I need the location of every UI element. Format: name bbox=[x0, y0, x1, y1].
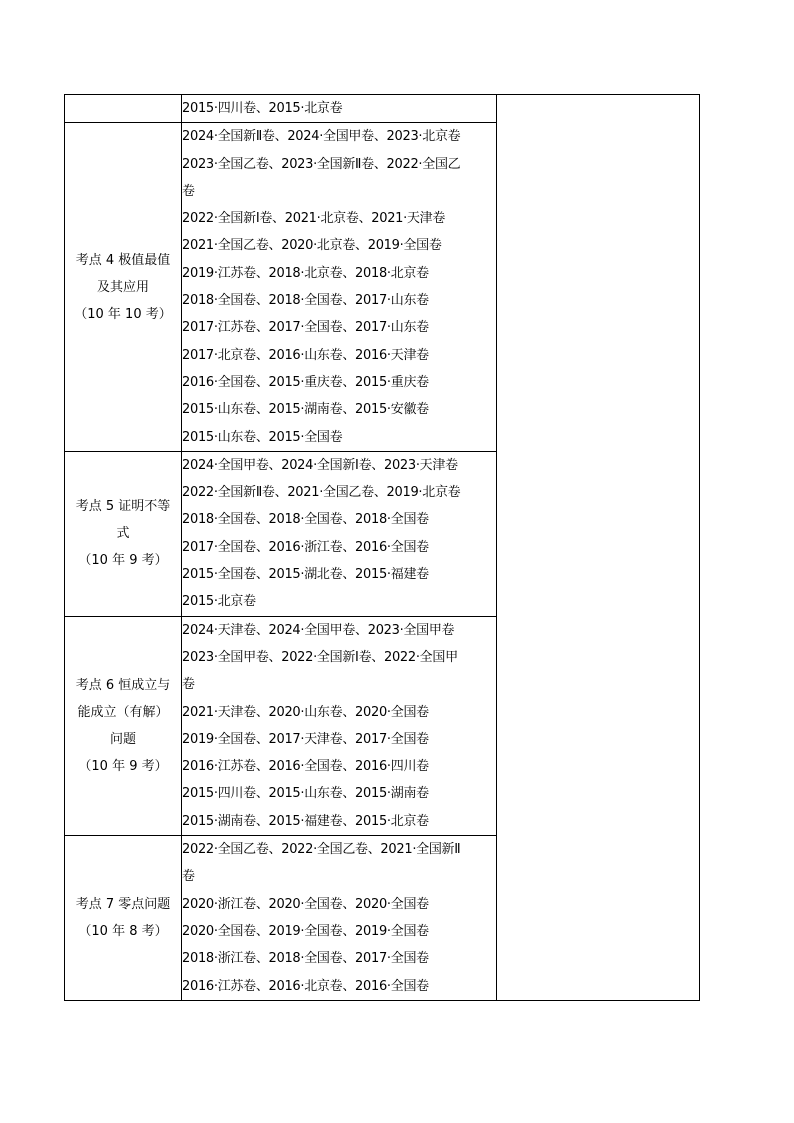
topic-cell bbox=[65, 616, 182, 835]
exam-paper-line: 2018·全国卷、2018·全国卷、2017·山东卷 bbox=[182, 293, 429, 309]
exam-paper-line: 2016·江苏卷、2016·北京卷、2016·全国卷 bbox=[182, 978, 429, 994]
exam-paper-line: 2015·北京卷 bbox=[182, 594, 256, 610]
topic-line: 考点 5 证明不等 bbox=[75, 499, 171, 515]
exam-paper-line: 2022·全国乙卷、2022·全国乙卷、2021·全国新Ⅱ bbox=[182, 842, 461, 858]
exam-paper-line: 2015·山东卷、2015·全国卷 bbox=[182, 429, 343, 445]
exam-paper-line: 2022·全国新Ⅱ卷、2021·全国乙卷、2019·北京卷 bbox=[182, 485, 461, 501]
exam-paper-line: 2022·全国新Ⅰ卷、2021·北京卷、2021·天津卷 bbox=[182, 211, 446, 227]
exam-topic-table bbox=[64, 94, 700, 1001]
exam-paper-line: 2017·江苏卷、2017·全国卷、2017·山东卷 bbox=[182, 320, 429, 336]
exam-papers-cell bbox=[182, 451, 497, 616]
exam-paper-line: 2018·浙江卷、2018·全国卷、2017·全国卷 bbox=[182, 951, 429, 967]
exam-paper-line: 2015·湖南卷、2015·福建卷、2015·北京卷 bbox=[182, 813, 429, 829]
exam-papers-cell bbox=[182, 616, 497, 835]
exam-paper-line: 2021·全国乙卷、2020·北京卷、2019·全国卷 bbox=[182, 238, 442, 254]
exam-paper-line: 卷 bbox=[182, 183, 195, 199]
exam-paper-line: 2015·全国卷、2015·湖北卷、2015·福建卷 bbox=[182, 567, 429, 583]
exam-paper-line: 2023·全国甲卷、2022·全国新Ⅰ卷、2022·全国甲 bbox=[182, 649, 458, 665]
table-body bbox=[65, 95, 700, 1001]
exam-paper-line: 2021·天津卷、2020·山东卷、2020·全国卷 bbox=[182, 704, 429, 720]
exam-paper-line: 2015·山东卷、2015·湖南卷、2015·安徽卷 bbox=[182, 402, 429, 418]
topic-line: 式 bbox=[116, 526, 130, 542]
topic-line: 考点 7 零点问题 bbox=[75, 896, 171, 912]
exam-paper-line: 2024·天津卷、2024·全国甲卷、2023·全国甲卷 bbox=[182, 622, 455, 638]
exam-paper-line: 2020·全国卷、2019·全国卷、2019·全国卷 bbox=[182, 923, 429, 939]
notes-cell bbox=[497, 95, 700, 1001]
topic-cell bbox=[65, 95, 182, 123]
topic-line: （10 年 9 考） bbox=[78, 553, 168, 569]
topic-line: 问题 bbox=[109, 731, 136, 747]
topic-line: 及其应用 bbox=[96, 279, 149, 295]
exam-papers-cell bbox=[182, 836, 497, 1001]
exam-paper-line: 2020·浙江卷、2020·全国卷、2020·全国卷 bbox=[182, 896, 429, 912]
exam-paper-line: 2023·全国乙卷、2023·全国新Ⅱ卷、2022·全国乙 bbox=[182, 156, 461, 172]
exam-papers-cell bbox=[182, 123, 497, 452]
topic-cell bbox=[65, 451, 182, 616]
topic-line: 能成立（有解） bbox=[77, 704, 169, 720]
topic-line: 考点 6 恒成立与 bbox=[75, 677, 171, 693]
topic-line: （10 年 10 考） bbox=[74, 306, 172, 322]
exam-papers-cell bbox=[182, 95, 497, 123]
topic-line: （10 年 8 考） bbox=[78, 923, 168, 939]
exam-paper-line: 2019·全国卷、2017·天津卷、2017·全国卷 bbox=[182, 731, 429, 747]
exam-paper-line: 卷 bbox=[182, 869, 195, 885]
exam-paper-line: 2019·江苏卷、2018·北京卷、2018·北京卷 bbox=[182, 265, 429, 281]
exam-paper-line: 2015·四川卷、2015·山东卷、2015·湖南卷 bbox=[182, 786, 429, 802]
exam-paper-line: 2017·全国卷、2016·浙江卷、2016·全国卷 bbox=[182, 539, 429, 555]
exam-paper-line: 2016·全国卷、2015·重庆卷、2015·重庆卷 bbox=[182, 374, 429, 390]
exam-paper-line: 2024·全国新Ⅱ卷、2024·全国甲卷、2023·北京卷 bbox=[182, 129, 461, 145]
table-row bbox=[65, 95, 700, 123]
topic-line: 考点 4 极值最值 bbox=[75, 252, 171, 268]
exam-paper-line: 2016·江苏卷、2016·全国卷、2016·四川卷 bbox=[182, 759, 429, 775]
topic-cell bbox=[65, 836, 182, 1001]
topic-cell bbox=[65, 123, 182, 452]
exam-paper-line: 2015·四川卷、2015·北京卷 bbox=[182, 101, 343, 116]
exam-paper-line: 2017·北京卷、2016·山东卷、2016·天津卷 bbox=[182, 347, 429, 363]
exam-paper-line: 2018·全国卷、2018·全国卷、2018·全国卷 bbox=[182, 512, 429, 528]
exam-paper-line: 2024·全国甲卷、2024·全国新Ⅰ卷、2023·天津卷 bbox=[182, 457, 458, 473]
topic-line: （10 年 9 考） bbox=[78, 758, 168, 774]
exam-paper-line: 卷 bbox=[182, 677, 195, 693]
